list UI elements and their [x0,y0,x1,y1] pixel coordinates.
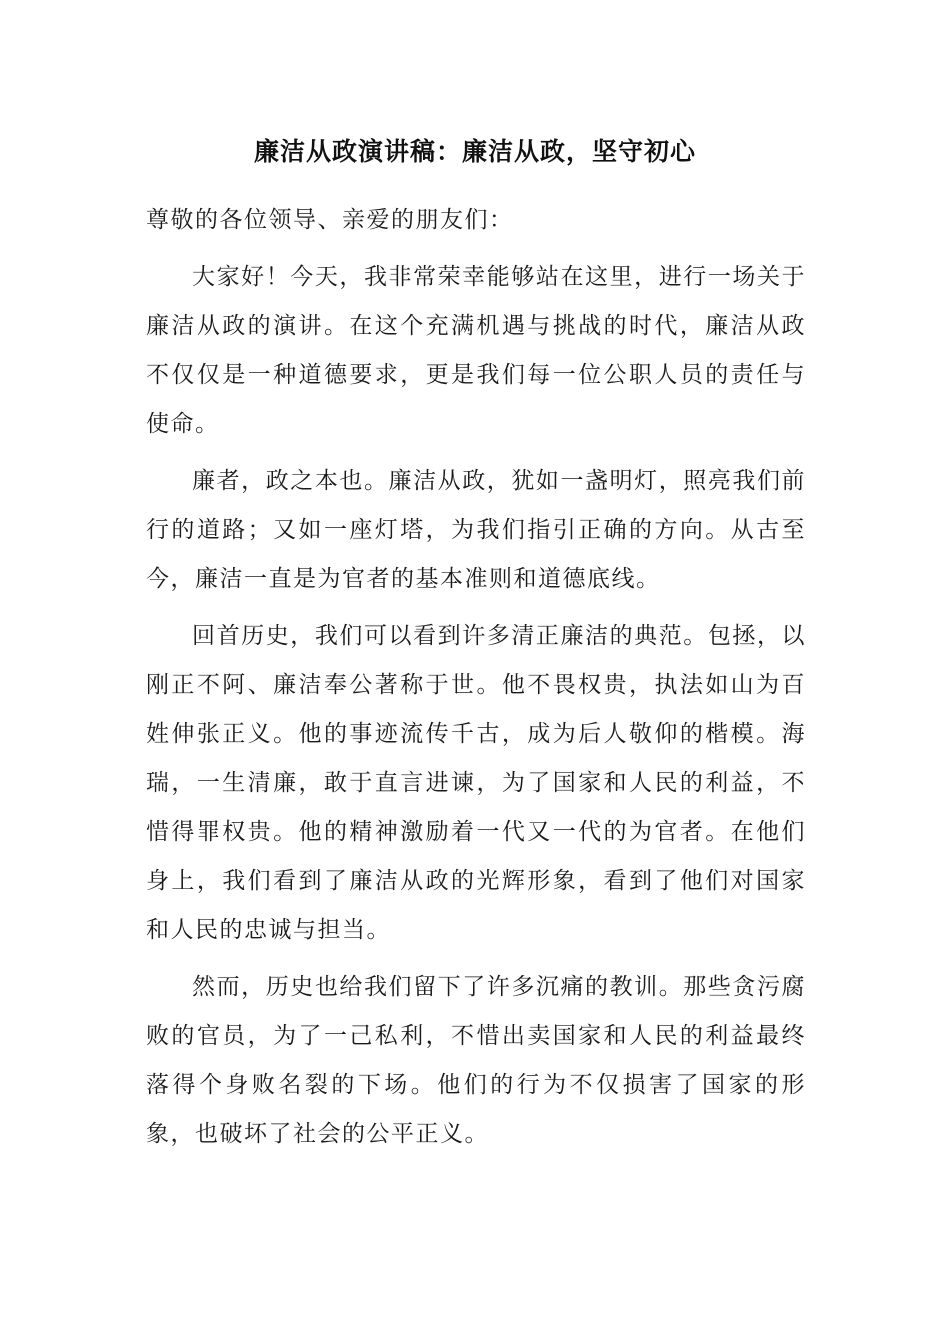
document-title: 廉洁从政演讲稿：廉洁从政，坚守初心 [253,137,696,166]
salutation: 尊敬的各位领导、亲爱的朋友们： [146,207,514,233]
paragraph-2: 廉者，政之本也。廉洁从政，犹如一盏明灯，照亮我们前行的道路；又如一座灯塔，为我们指引正确的方向。从古至今，廉洁一直是为官者的基本准则和道德底线。 [146,468,806,592]
paragraph-3: 回首历史，我们可以看到许多清正廉洁的典范。包拯，以刚正不阿、廉洁奉公著称于世。他不畏权贵，执法如山为百姓伸张正义。他的事迹流传千古，成为后人敬仰的楷模。海瑞，一生清廉，敢于直言进谏，为了国家和人民的利益，不惜得罪权贵。他的精神激励着一代又一代的为官者。在他们身上，我们看到了廉洁从政的光辉形象，看到了他们对国家和人民的忠诚与担当。 [146,623,806,943]
document-body [146,196,806,1167]
paragraph-1: 大家好！今天，我非常荣幸能够站在这里，进行一场关于廉洁从政的演讲。在这个充满机遇与挑战的时代，廉洁从政不仅仅是一种道德要求，更是我们每一位公职人员的责任与使命。 [146,264,806,437]
paragraph-4: 然而，历史也给我们留下了许多沉痛的教训。那些贪污腐败的官员，为了一己私利，不惜出卖国家和人民的利益最终落得个身败名裂的下场。他们的行为不仅损害了国家的形象，也破坏了社会的公平正义。 [146,974,806,1147]
